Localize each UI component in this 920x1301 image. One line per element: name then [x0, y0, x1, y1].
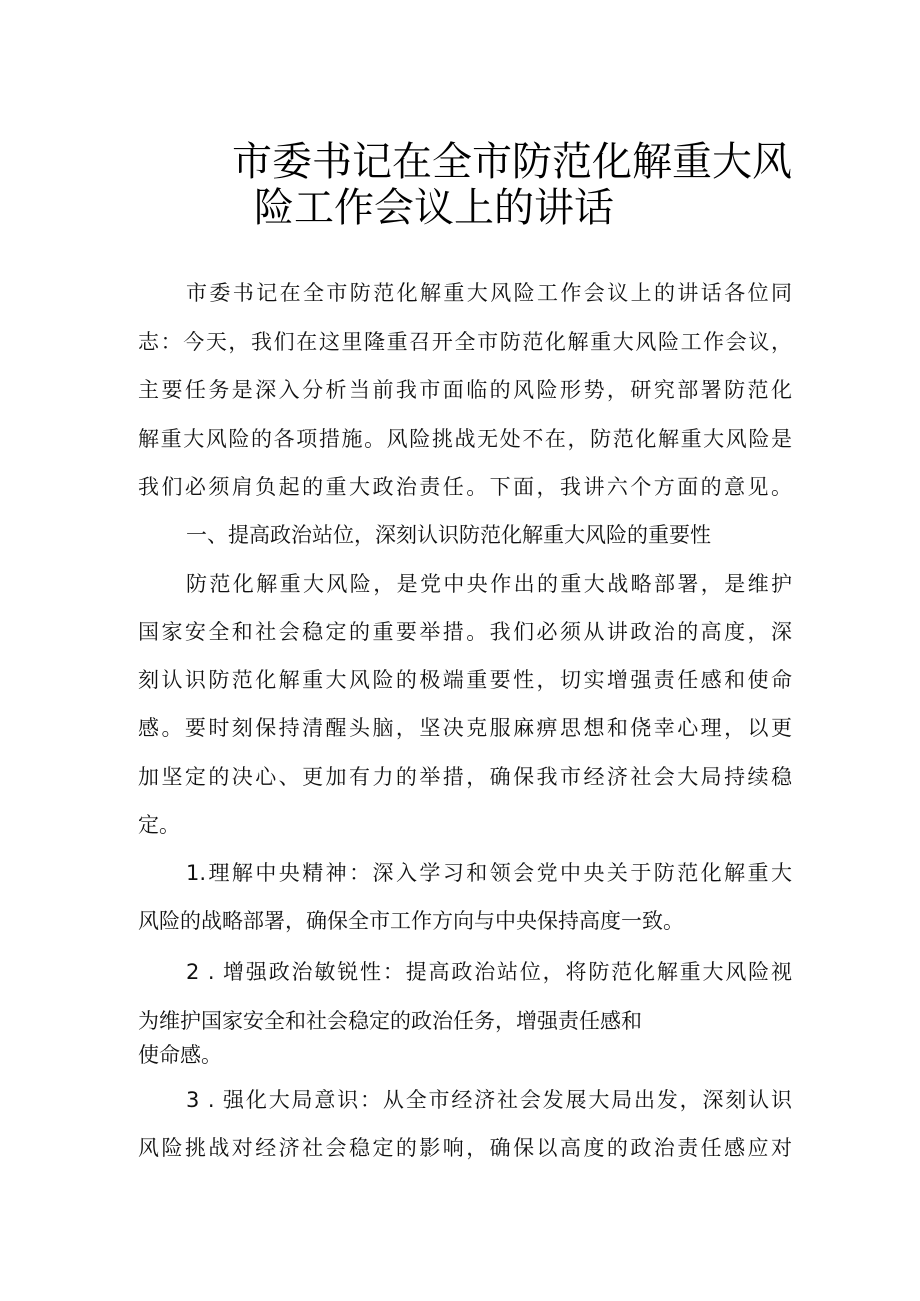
body-line: 市委书记在全市防范化解重大风险工作会议上的讲话各位同 [186, 281, 792, 305]
section-heading: 一、提高政治站位，深刻认识防范化解重大风险的重要性 [186, 523, 711, 547]
list-item-3-line: 3 . 强化大局意识：从全市经济社会发展大局出发，深刻认识 [186, 1088, 792, 1112]
body-line: 我们必须肩负起的重大政治责任。下面，我讲六个方面的意见。 [138, 475, 792, 499]
list-item-1-line: 风险的战略部署，确保全市工作方向与中央保持高度一致。 [138, 909, 684, 933]
document-title-line-1: 市委书记在全市防范化解重大风 [232, 139, 792, 185]
list-item-2-line: 2 . 增强政治敏锐性：提高政治站位，将防范化解重大风险视 [186, 960, 792, 984]
body-line: 主要任务是深入分析当前我市面临的风险形势，研究部署防范化 [138, 378, 792, 402]
body-line: 解重大风险的各项措施。风险挑战无处不在，防范化解重大风险是 [138, 427, 792, 451]
body-line: 刻认识防范化解重大风险的极端重要性，切实增强责任感和使命 [138, 668, 792, 692]
body-line: 国家安全和社会稳定的重要举措。我们必须从讲政治的高度，深 [138, 620, 792, 644]
body-line: 志：今天，我们在这里隆重召开全市防范化解重大风险工作会议， [138, 330, 792, 354]
list-item-3-line: 风险挑战对经济社会稳定的影响，确保以高度的政治责任感应对 [138, 1136, 792, 1160]
body-line: 感。要时刻保持清醒头脑，坚决克服麻痹思想和侥幸心理，以更 [138, 716, 792, 740]
list-item-1-line: 1.理解中央精神：深入学习和领会党中央关于防范化解重大 [186, 861, 792, 885]
list-item-2-line: 为维护国家安全和社会稳定的政治任务，增强责任感和 [138, 1009, 642, 1033]
body-line: 加坚定的决心、更加有力的举措，确保我市经济社会大局持续稳 [138, 765, 792, 789]
document-title-line-2: 险工作会议上的讲话 [254, 185, 614, 231]
body-line: 定。 [138, 813, 180, 837]
body-line: 防范化解重大风险，是党中央作出的重大战略部署，是维护 [186, 572, 792, 596]
list-item-2-line: 使命感。 [138, 1043, 222, 1067]
